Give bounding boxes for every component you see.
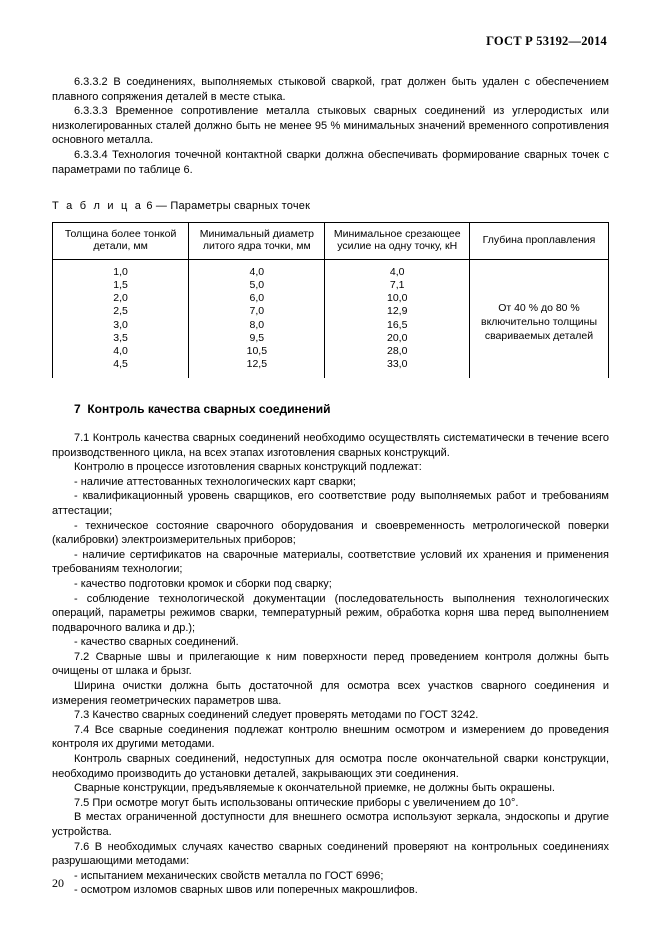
section-heading bbox=[52, 402, 609, 417]
paragraph: 6.3.3.4 Технология точечной контактной сварки должна обеспечивать формирование сварных точек с параметрами по таблице 6. bbox=[52, 148, 609, 176]
cell-diameter: 4,0 bbox=[189, 259, 325, 279]
parameters-table bbox=[52, 222, 609, 379]
paragraph: - испытанием механических свойств металла по ГОСТ 6996; bbox=[74, 869, 384, 882]
paragraph: - качество сварных соединений. bbox=[74, 636, 239, 649]
page-number: 20 bbox=[52, 876, 64, 890]
cell-diameter: 6,0 bbox=[189, 292, 325, 305]
column-header-penetration-depth: Глубина проплавления bbox=[469, 222, 608, 259]
cell-force: 4,0 bbox=[325, 259, 470, 279]
paragraph: 7.2 Сварные швы и прилегающие к ним поверхности перед проведением контроля должны быть очищены от шлака и брызг. bbox=[52, 650, 609, 678]
top-paragraph-block bbox=[52, 75, 609, 177]
paragraph: Ширина очистки должна быть достаточной для осмотра всех участков сварного соединения и измерения геометрических параметров шва. bbox=[52, 680, 609, 707]
cell-thickness: 3,5 bbox=[53, 332, 189, 345]
cell-diameter: 10,5 bbox=[189, 345, 325, 358]
paragraph: 7.3 Качество сварных соединений следует проверять методами по ГОСТ 3242. bbox=[74, 709, 479, 722]
cell-thickness: 3,0 bbox=[53, 319, 189, 332]
paragraph: - качество подготовки кромок и сборки под сварку; bbox=[74, 577, 332, 590]
cell-force: 10,0 bbox=[325, 292, 470, 305]
column-header-shear-force: Минимальное срезающее усилие на одну точку, кН bbox=[325, 222, 470, 259]
paragraph: - наличие сертификатов на сварочные материалы, соответствие условий их хранения и применения требованиям технологии; bbox=[52, 548, 609, 576]
table-caption-prefix: Т а б л и ц а bbox=[52, 200, 144, 213]
paragraph: - наличие аттестованных технологических карт сварки; bbox=[74, 475, 356, 488]
table-caption-rest: 6 — Параметры сварных точек bbox=[146, 200, 311, 213]
paragraph: 7.5 При осмотре могут быть использованы оптические приборы с увеличением до 10°. bbox=[74, 796, 519, 809]
cell-force: 33,0 bbox=[325, 358, 470, 378]
cell-diameter: 12,5 bbox=[189, 358, 325, 378]
cell-force: 28,0 bbox=[325, 345, 470, 358]
cell-penetration-depth: От 40 % до 80 % включительно толщины свариваемых деталей bbox=[469, 259, 608, 378]
section-number: 7 bbox=[74, 402, 81, 417]
cell-thickness: 1,5 bbox=[53, 279, 189, 292]
paragraph: Контролю в процессе изготовления сварных конструкций подлежат: bbox=[74, 461, 422, 474]
cell-force: 12,9 bbox=[325, 305, 470, 318]
paragraph: - соблюдение технологической документации (последовательность выполнения технологических операций, параметры режимов сварки, температурный режим, обработка корня шва перед выполнением подварочного валика и др.); bbox=[52, 592, 609, 634]
cell-force: 16,5 bbox=[325, 319, 470, 332]
paragraph: 6.3.3.2 В соединениях, выполняемых стыковой сваркой, грат должен быть удален с обеспечением плавного сопряжения деталей в месте стыка. bbox=[52, 76, 609, 103]
cell-thickness: 2,0 bbox=[53, 292, 189, 305]
page-content bbox=[52, 75, 609, 898]
page-header: ГОСТ Р 53192—2014 bbox=[486, 34, 607, 48]
cell-diameter: 8,0 bbox=[189, 319, 325, 332]
paragraph: В местах ограниченной доступности для внешнего осмотра используют зеркала, эндоскопы и другие устройства. bbox=[52, 811, 609, 838]
paragraph: 6.3.3.3 Временное сопротивление металла стыковых сварных соединений из углеродистых или низколегированных сталей должно быть не менее 95 % минимальных значений временного сопротивления основного металла. bbox=[52, 105, 609, 147]
cell-thickness: 1,0 bbox=[53, 259, 189, 279]
cell-diameter: 7,0 bbox=[189, 305, 325, 318]
table-row bbox=[53, 259, 609, 279]
column-header-thickness: Толщина более тонкой детали, мм bbox=[53, 222, 189, 259]
paragraph: Сварные конструкции, предъявляемые к окончательной приемке, не должны быть окрашены. bbox=[74, 782, 555, 795]
paragraph: - осмотром изломов сварных швов или поперечных макрошлифов. bbox=[74, 884, 418, 897]
cell-thickness: 4,0 bbox=[53, 345, 189, 358]
cell-diameter: 5,0 bbox=[189, 279, 325, 292]
cell-thickness: 2,5 bbox=[53, 305, 189, 318]
cell-diameter: 9,5 bbox=[189, 332, 325, 345]
paragraph: 7.4 Все сварные соединения подлежат контролю внешним осмотром и измерением до проведения контроля их другими методами. bbox=[52, 723, 609, 751]
paragraph: Контроль сварных соединений, недоступных для осмотра после окончательной сварки конструкции, необходимо производить до установки деталей, закрывающих эти соединения. bbox=[52, 753, 609, 780]
column-header-nugget-diameter: Минимальный диаметр литого ядра точки, мм bbox=[189, 222, 325, 259]
cell-force: 20,0 bbox=[325, 332, 470, 345]
section-title-text: Контроль качества сварных соединений bbox=[87, 402, 331, 417]
cell-thickness: 4,5 bbox=[53, 358, 189, 378]
table-header-row bbox=[53, 222, 609, 259]
paragraph: 7.1 Контроль качества сварных соединений необходимо осуществлять систематически в течение всего производственного цикла, на всех этапах изготовления сварных конструкций. bbox=[52, 431, 609, 459]
table-caption bbox=[52, 199, 609, 214]
paragraph: 7.6 В необходимых случаях качество сварных соединений проверяют на контрольных соединениях разрушающими методами: bbox=[52, 840, 609, 868]
cell-force: 7,1 bbox=[325, 279, 470, 292]
paragraph: - техническое состояние сварочного оборудования и своевременность метрологической поверки (калибровки) электроизмерительных приборов; bbox=[52, 519, 609, 547]
paragraph: - квалификационный уровень сварщиков, его соответствие роду выполняемых работ и требованиям аттестации; bbox=[52, 490, 609, 517]
body-paragraph-block bbox=[52, 431, 609, 898]
